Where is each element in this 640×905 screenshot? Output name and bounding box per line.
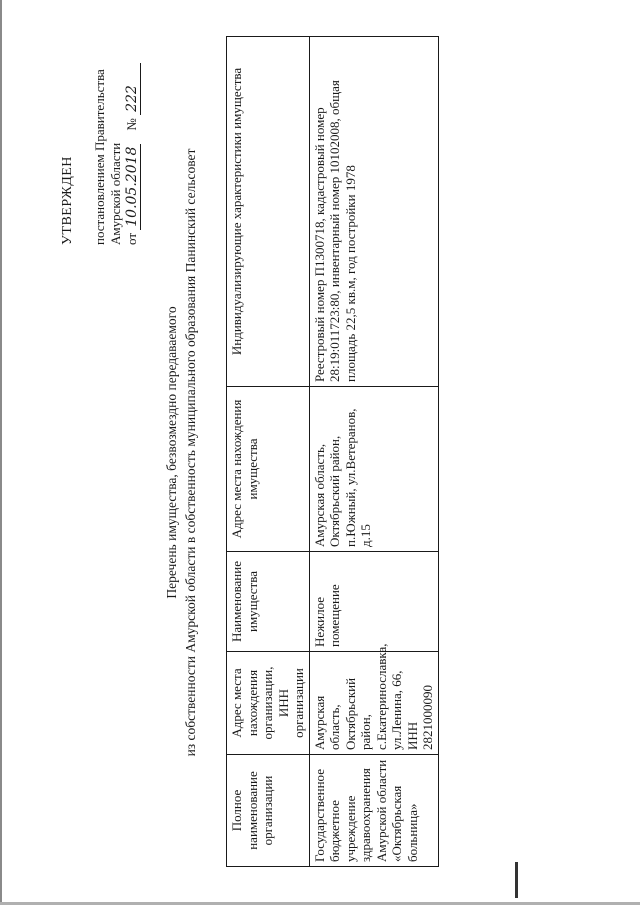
cell-org-name: Государственное бюджетное учреждение здравоохранения Амурской области «Октябрьская больница» <box>309 755 438 867</box>
table-header-row <box>227 37 310 867</box>
cell-property-name: Нежилое помещение <box>309 552 438 652</box>
approval-line: постановлением Правительства <box>92 69 107 245</box>
document-heading <box>162 0 200 905</box>
cell-org-address: Амурская область, Октябрьский район, с.Екатеринославка, ул.Ленина, 66, ИНН 2821000090 <box>309 652 438 755</box>
header-org-address: Адрес места нахождения организации, ИНН организации <box>227 652 310 755</box>
approval-line: Амурской области <box>108 142 123 245</box>
handwritten-number: 222 <box>125 63 141 115</box>
date-prefix: от <box>124 232 139 245</box>
header-property-name: Наименование имущества <box>227 552 310 652</box>
cell-property-characteristics: Реестровый номер П1300718, кадастровый номер 28:19:011723:80, инвентарный номер 10102008, общая площадь 22,5 кв.м, год постройки 1978 <box>309 37 438 387</box>
property-table <box>226 36 439 867</box>
header-org-name: Полное наименование организации <box>227 755 310 867</box>
approval-date-line <box>124 15 141 245</box>
approval-title: УТВЕРЖДЕН <box>60 156 75 245</box>
header-property-address: Адрес места нахождения имущества <box>227 387 310 552</box>
header-property-characteristics: Индивидуализирующие характеристики имущества <box>227 37 310 387</box>
handwritten-date: 10.05.2018 <box>125 144 141 230</box>
cell-property-address: Амурская область, Октябрьский район, п.Южный, ул.Ветеранов, д.15 <box>309 387 438 552</box>
table-row <box>309 37 438 867</box>
heading-line: Перечень имущества, безвозмездно передаваемого <box>164 306 179 599</box>
approval-block <box>60 15 141 245</box>
heading-line: из собственности Амурской области в собственность муниципального образования Панинский сельсовет <box>183 148 198 757</box>
number-prefix: № <box>124 118 139 131</box>
